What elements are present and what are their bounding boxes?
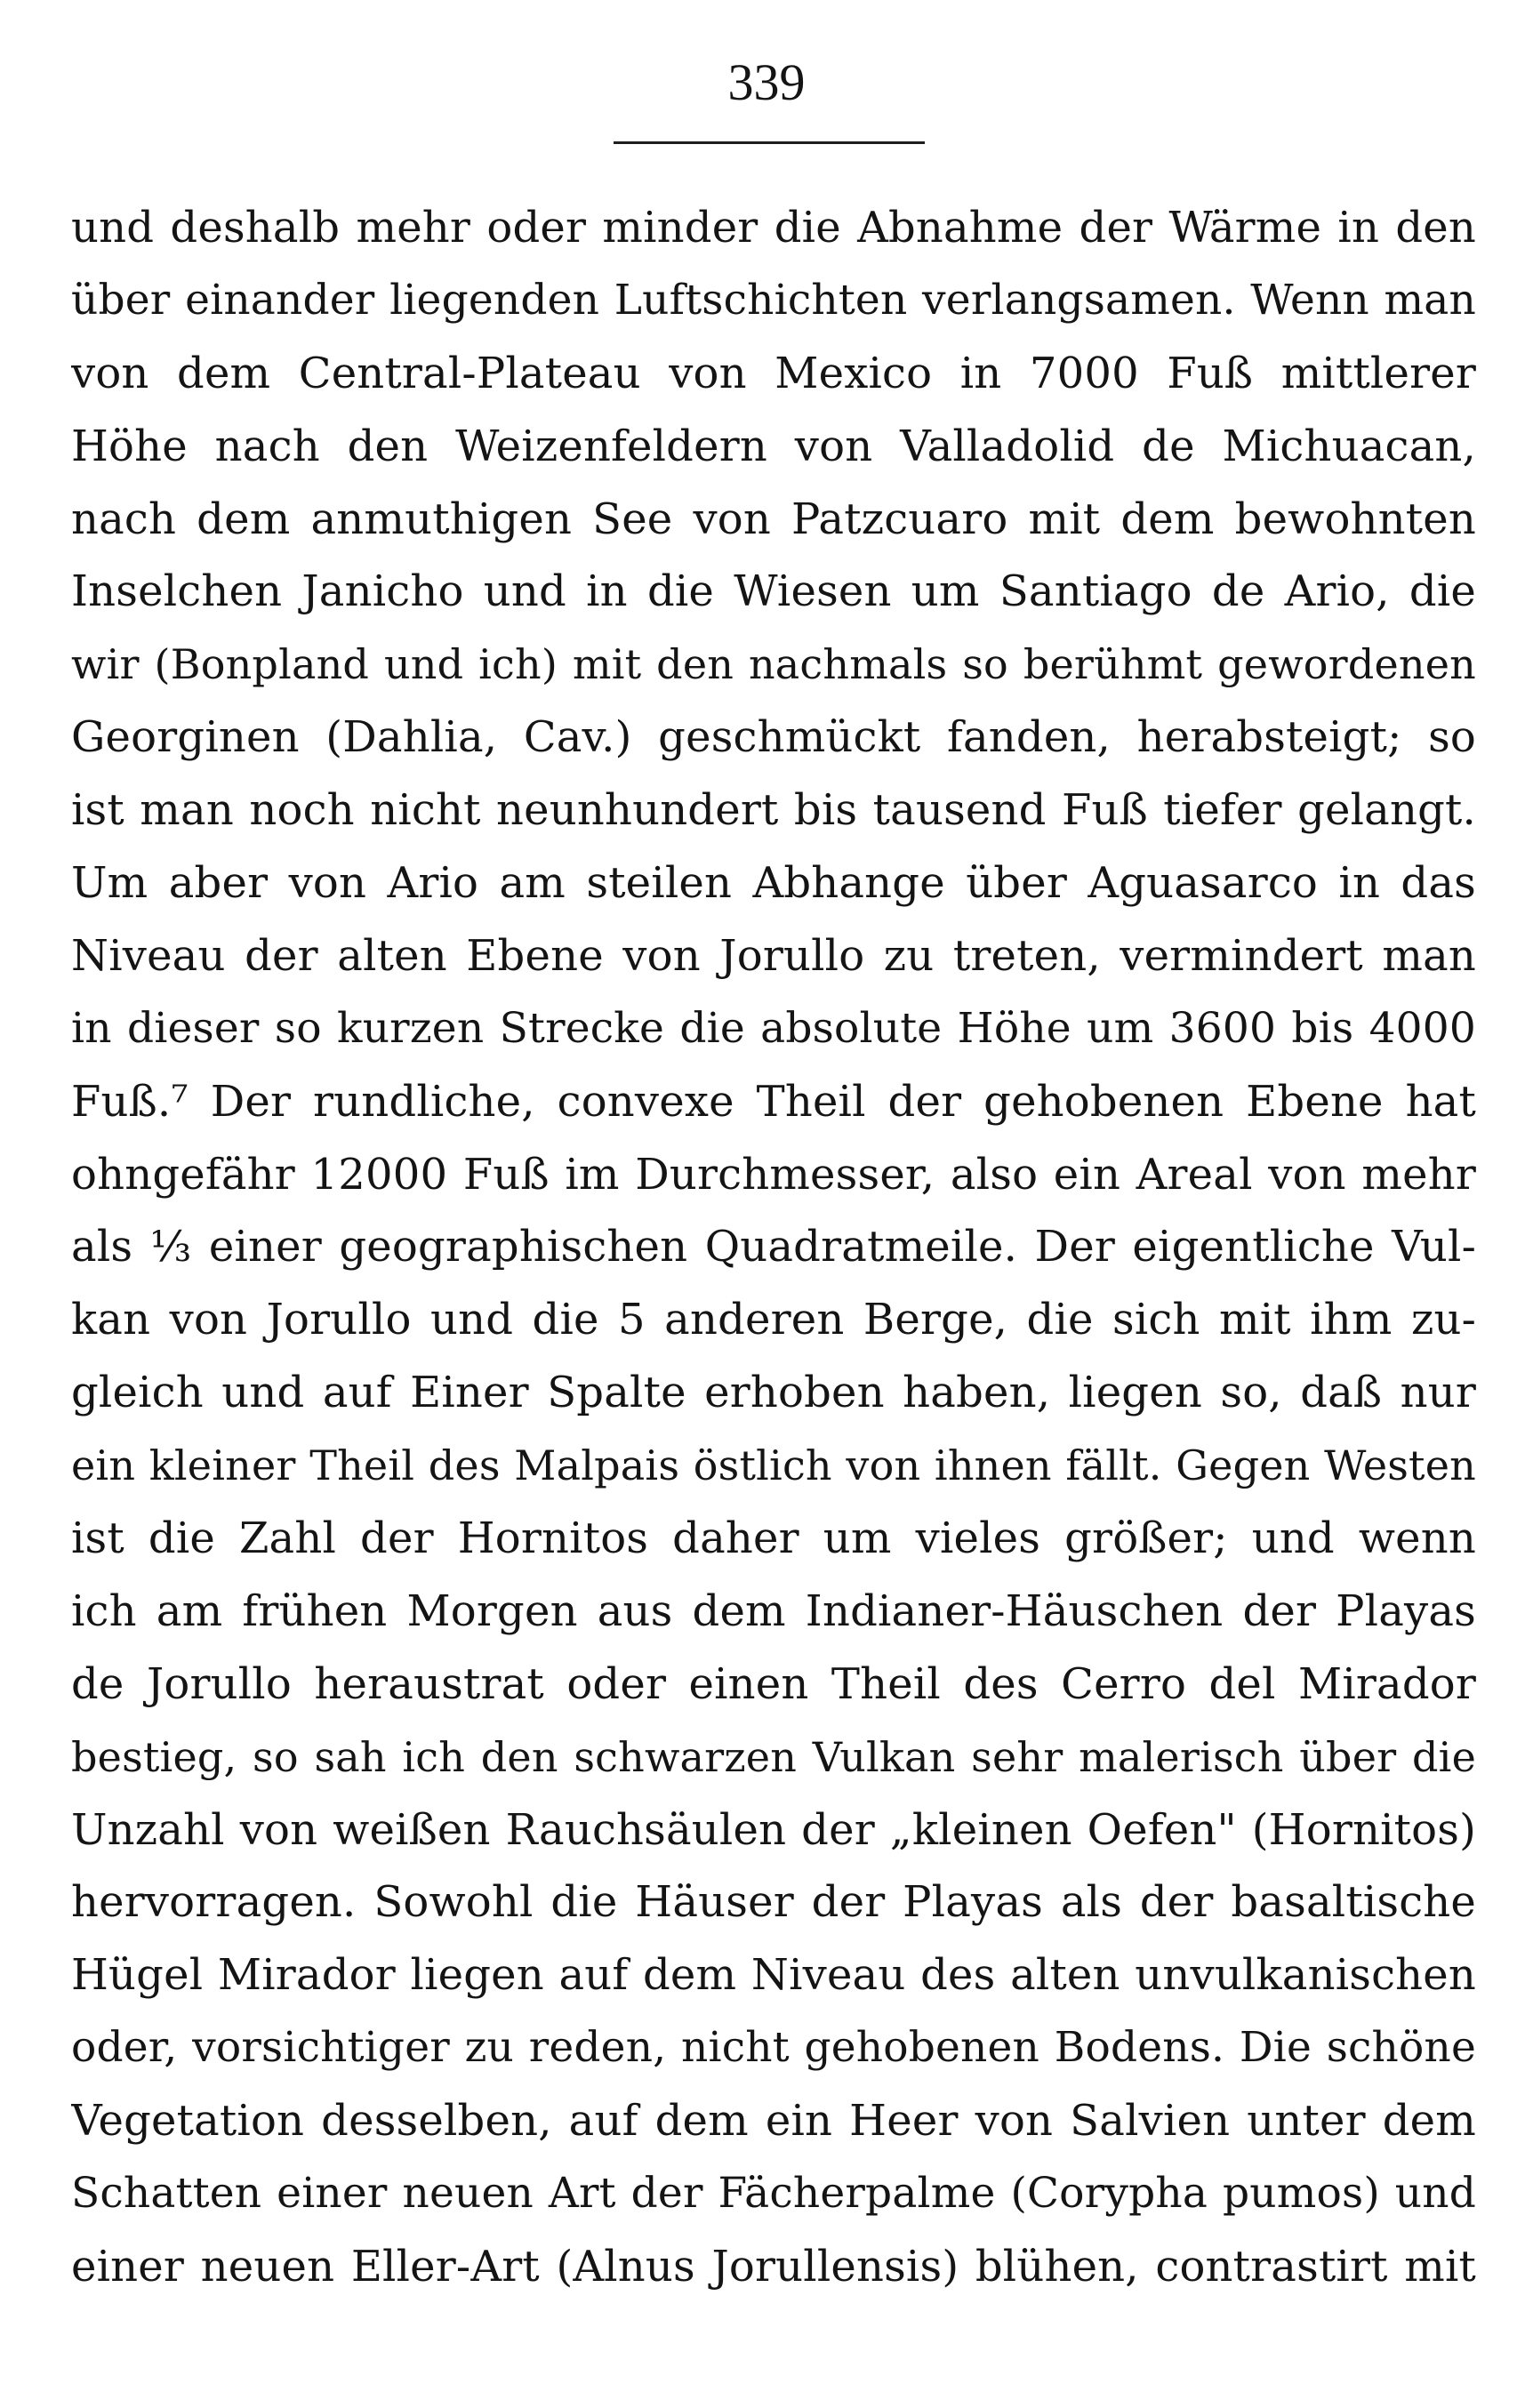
text-line: Inselchen Janicho und in die Wiesen um Santiago de Ario, die xyxy=(71,566,1476,617)
text-line: gleich und auf Einer Spalte erhoben haben, liegen so, daß nur xyxy=(71,1368,1476,1418)
text-line: hervorragen. Sowohl die Häuser der Playas als der basaltische xyxy=(71,1877,1476,1928)
text-line: von dem Central-Plateau von Mexico in 7000 Fuß mittlerer xyxy=(71,348,1476,398)
text-line: de Jorullo heraustrat oder einen Theil des Cerro del Mirador xyxy=(71,1658,1476,1709)
text-line: Höhe nach den Weizenfeldern von Valladolid de Michuacan, xyxy=(71,421,1476,471)
text-line: bestieg, so sah ich den schwarzen Vulkan sehr malerisch über die xyxy=(71,1732,1476,1781)
text-line: Um aber von Ario am steilen Abhange über Aguasarco in das xyxy=(71,858,1476,909)
text-line: kan von Jorullo und die 5 anderen Berge, die sich mit ihm zu- xyxy=(71,1295,1476,1345)
text-line: ein kleiner Theil des Malpais östlich von ihnen fällt. Gegen Westen xyxy=(71,1441,1476,1490)
text-line: wir (Bonpland und ich) mit den nachmals so berühmt gewordenen xyxy=(71,640,1476,689)
text-line: Georginen (Dahlia, Cav.) geschmückt fanden, herabsteigt; so xyxy=(71,712,1476,763)
text-line: Schatten einer neuen Art der Fächerpalme (Corypha pumos) und xyxy=(71,2169,1476,2219)
text-line: ohngefähr 12000 Fuß im Durchmesser, also ein Areal von mehr xyxy=(71,1149,1476,1200)
text-line: und deshalb mehr oder minder die Abnahme der Wärme in den xyxy=(71,203,1476,253)
page-number: 339 xyxy=(727,53,806,111)
header-rule xyxy=(614,141,925,144)
text-line: Hügel Mirador liegen auf dem Niveau des alten unvulkanischen xyxy=(71,1950,1476,2001)
text-line: als ⅓ einer geographischen Quadratmeile. Der eigentliche Vul- xyxy=(71,1222,1476,1272)
text-line: ich am frühen Morgen aus dem Indianer-Häuschen der Playas xyxy=(71,1585,1476,1636)
text-line: über einander liegenden Luftschichten verlangsamen. Wenn man xyxy=(71,275,1476,325)
body-text xyxy=(71,201,1476,2313)
text-line: einer neuen Eller-Art (Alnus Jorullensis) blühen, contrastirt mit xyxy=(71,2241,1476,2292)
text-line: nach dem anmuthigen See von Patzcuaro mit dem bewohnten xyxy=(71,494,1476,544)
text-line: in dieser so kurzen Strecke die absolute Höhe um 3600 bis 4000 xyxy=(71,1003,1476,1053)
text-line: oder, vorsichtiger zu reden, nicht gehobenen Bodens. Die schöne xyxy=(71,2023,1476,2073)
text-line: ist man noch nicht neunhundert bis tausend Fuß tiefer gelangt. xyxy=(71,785,1476,836)
text-line: ist die Zahl der Hornitos daher um vieles größer; und wenn xyxy=(71,1513,1476,1564)
text-line: Niveau der alten Ebene von Jorullo zu treten, vermindert man xyxy=(71,930,1476,981)
text-line: Unzahl von weißen Rauchsäulen der „kleinen Oefen" (Hornitos) xyxy=(71,1804,1476,1855)
text-line: Fuß.⁷ Der rundliche, convexe Theil der gehobenen Ebene hat xyxy=(71,1076,1476,1127)
text-line: Vegetation desselben, auf dem ein Heer von Salvien unter dem xyxy=(71,2096,1476,2147)
